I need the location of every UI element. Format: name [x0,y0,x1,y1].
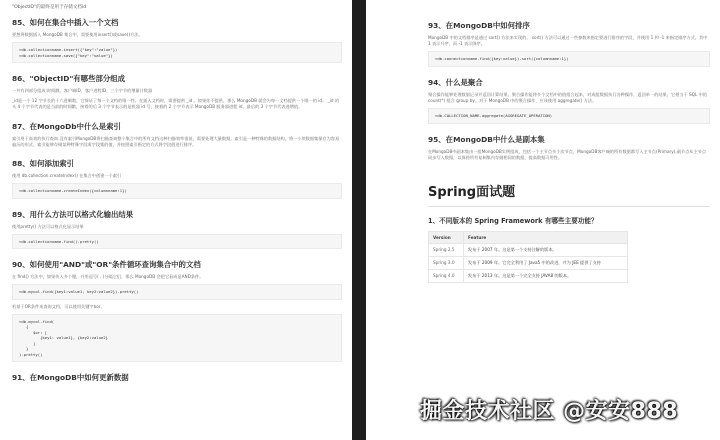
right-sections [428,20,710,161]
section-paragraph: 使用pretty() 方法可以格式化显示结果 [12,223,84,229]
header-feature: Feature [464,232,628,244]
code-line: >db.collectionname.find().pretty() [19,238,99,244]
section-title: 85、如何在集合中插入一个文档 [12,18,119,27]
version-cell: Spring 2.5 [429,244,464,257]
or-code-block [12,314,342,362]
code-block [428,51,710,66]
version-cell: Spring 4.0 [429,270,464,283]
section-title: 88、如何添加索引 [12,159,75,169]
or-paragraph: 若基于OR条件来查询文档，可以使用关键字$or。 [12,303,105,309]
top-note: "ObjectID"的最终是用于存储文档id [12,5,87,10]
code-line: >db.COLLECTION_NAME.aggregate(AGGREGATE_OPERATION) [435,113,553,119]
code-line: >db.collectionname.insert({"key":"value"}) [19,47,118,53]
section-title: 90、如何使用"AND"或"OR"条件循环查询集合中的文档 [12,260,201,270]
code-line: >db.collectionname.createIndex({columnname:1}) [19,188,127,194]
spring-question: 1、不同版本的 Spring Framework 有哪些主要功能？ [428,217,598,226]
section-paragraph: 一共有四部分组成:时间戳、客户端ID、客户进程ID、三个字节的增量计数器 [12,88,153,94]
section-title: 95、在MongoDB中什么是副本集 [428,134,545,144]
version-table [428,231,628,283]
section-paragraph: 聚合操作能够处理数据记录并返回计算结果。聚合操作能将多个文档中的值组合起来，对成组数据执行各种操作，返回单一的结果。它相当于 SQL 中的 count(*) 组合 group by。对于 MongoDB 中的聚合操作，应该使用 aggregate() 方法。 [428,91,707,104]
version-table-body [429,244,628,283]
code-block [12,42,342,63]
section-paragraph: 在 find() 方法中，如果传入多个键，并用逗号( , )分隔它们，那么 MongoDB 会把它看成是AND条件。 [12,274,204,280]
code-line: >db.connectionname.find({key:value}).sort({columnname:1}) [435,56,569,62]
code-block [12,183,342,198]
section-title: 94、什么是聚合 [428,77,483,87]
left-sections [12,17,342,300]
right-document-page [366,0,720,440]
code-line: ] [19,340,36,346]
section-paragraph: _id是一个 12 字节长的十六进制数，它保证了每一个文档的唯一性。在插入文档时，需要提供 _id 。如果你不提供，那么 MongoDB 就会为每一文档提供一个唯一的 id。 _id 的头 4 个字节代表的是当前的时间戳，接着的后 3 个字节表示的是机器 id 号，接着的 2 个字节表示 MongoDB 服务器进程 id，最后的 3 个字节代表递增值。 [12,98,340,110]
code-block [12,234,342,249]
code-line: $or: [ [19,329,48,335]
section-title: 86、"ObjectID"有哪些部分组成 [12,74,126,84]
version-row [429,270,628,283]
code-line: >db.mycol.find({key1:value1, key2:value2}).pretty() [19,289,139,295]
header-version: Version [429,232,464,244]
code-line: } [19,346,29,352]
code-line: >db.collectionname.save({"key":"value"}) [19,52,113,58]
section-paragraph: 索引用于高效的执行查询.没有索引MongoDB将扫描查询整个集合中的所有文档这种扫描效率很低，需要处理大量数据。索引是一种特殊的数据结构，将一小块数据集保存为容易遍历的形式。索引能够存储某种特殊字段或字段集的值，并按照索引指定的方式将字段值进行排序。 [12,135,340,147]
section-91-title: 91、在MongoDB中如何更新数据 [12,372,129,382]
code-line: ).pretty() [19,351,43,357]
feature-cell: 发布于 2007 年。这是第一个支持注解的版本。 [464,244,628,257]
version-row [429,244,628,257]
section-title: 87、在MongoDb中什么是索引 [12,121,121,131]
section-paragraph: MongoDB 中的文档排序是通过 sort() 方法来实现的。 sort() 方法可以通过一些参数来指定要进行排序的字段，并使用 1 和 -1 来指定排序方式，其中 1 表示升序，而 -1 表示降序。 [428,35,708,47]
page-gap [352,0,366,440]
watermark: 掘金技术社区 @安安888 [420,399,679,424]
code-block [12,284,342,299]
version-row [429,257,628,270]
section-title: 89、用什么方法可以格式化输出结果 [12,209,134,219]
code-block [428,108,710,123]
version-cell: Spring 3.0 [429,257,464,270]
title-rule [428,206,710,207]
spring-title: Spring面试题 [428,185,516,201]
code-line: { [19,324,29,330]
feature-cell: 发布于 2009 年。它完全利用了 Java5 中的改进，并为 JEE 提供了支持 [464,257,628,270]
feature-cell: 发布于 2013 年。这是第一个完全支持 JAVA8 的版本。 [464,270,628,283]
code-line: {key1: value1}, {key2:value2} [19,335,109,341]
section-paragraph: 使用 db.collection.createIndex() 在集合中创建一个索引 [12,173,122,179]
left-document-page [0,0,352,440]
section-paragraph: 在MongoDB中副本集由一组MongoDB实例组成，包括一个主节点多个次节点，MongoDB客户端的所有数据都写入主节点(Primary),副节点从主节点同步写入数据，以保持所有复制集内存储相同的数据，提高数据可用性。 [428,148,707,160]
section-paragraph: 要想将数据插入 MongoDB 集合中，需要使用insert()或save()方法。 [12,32,143,37]
code-line: >db.mycol.find( [19,319,55,325]
version-table-header [429,232,628,244]
section-title: 93、在MongoDB中如何排序 [428,21,530,30]
